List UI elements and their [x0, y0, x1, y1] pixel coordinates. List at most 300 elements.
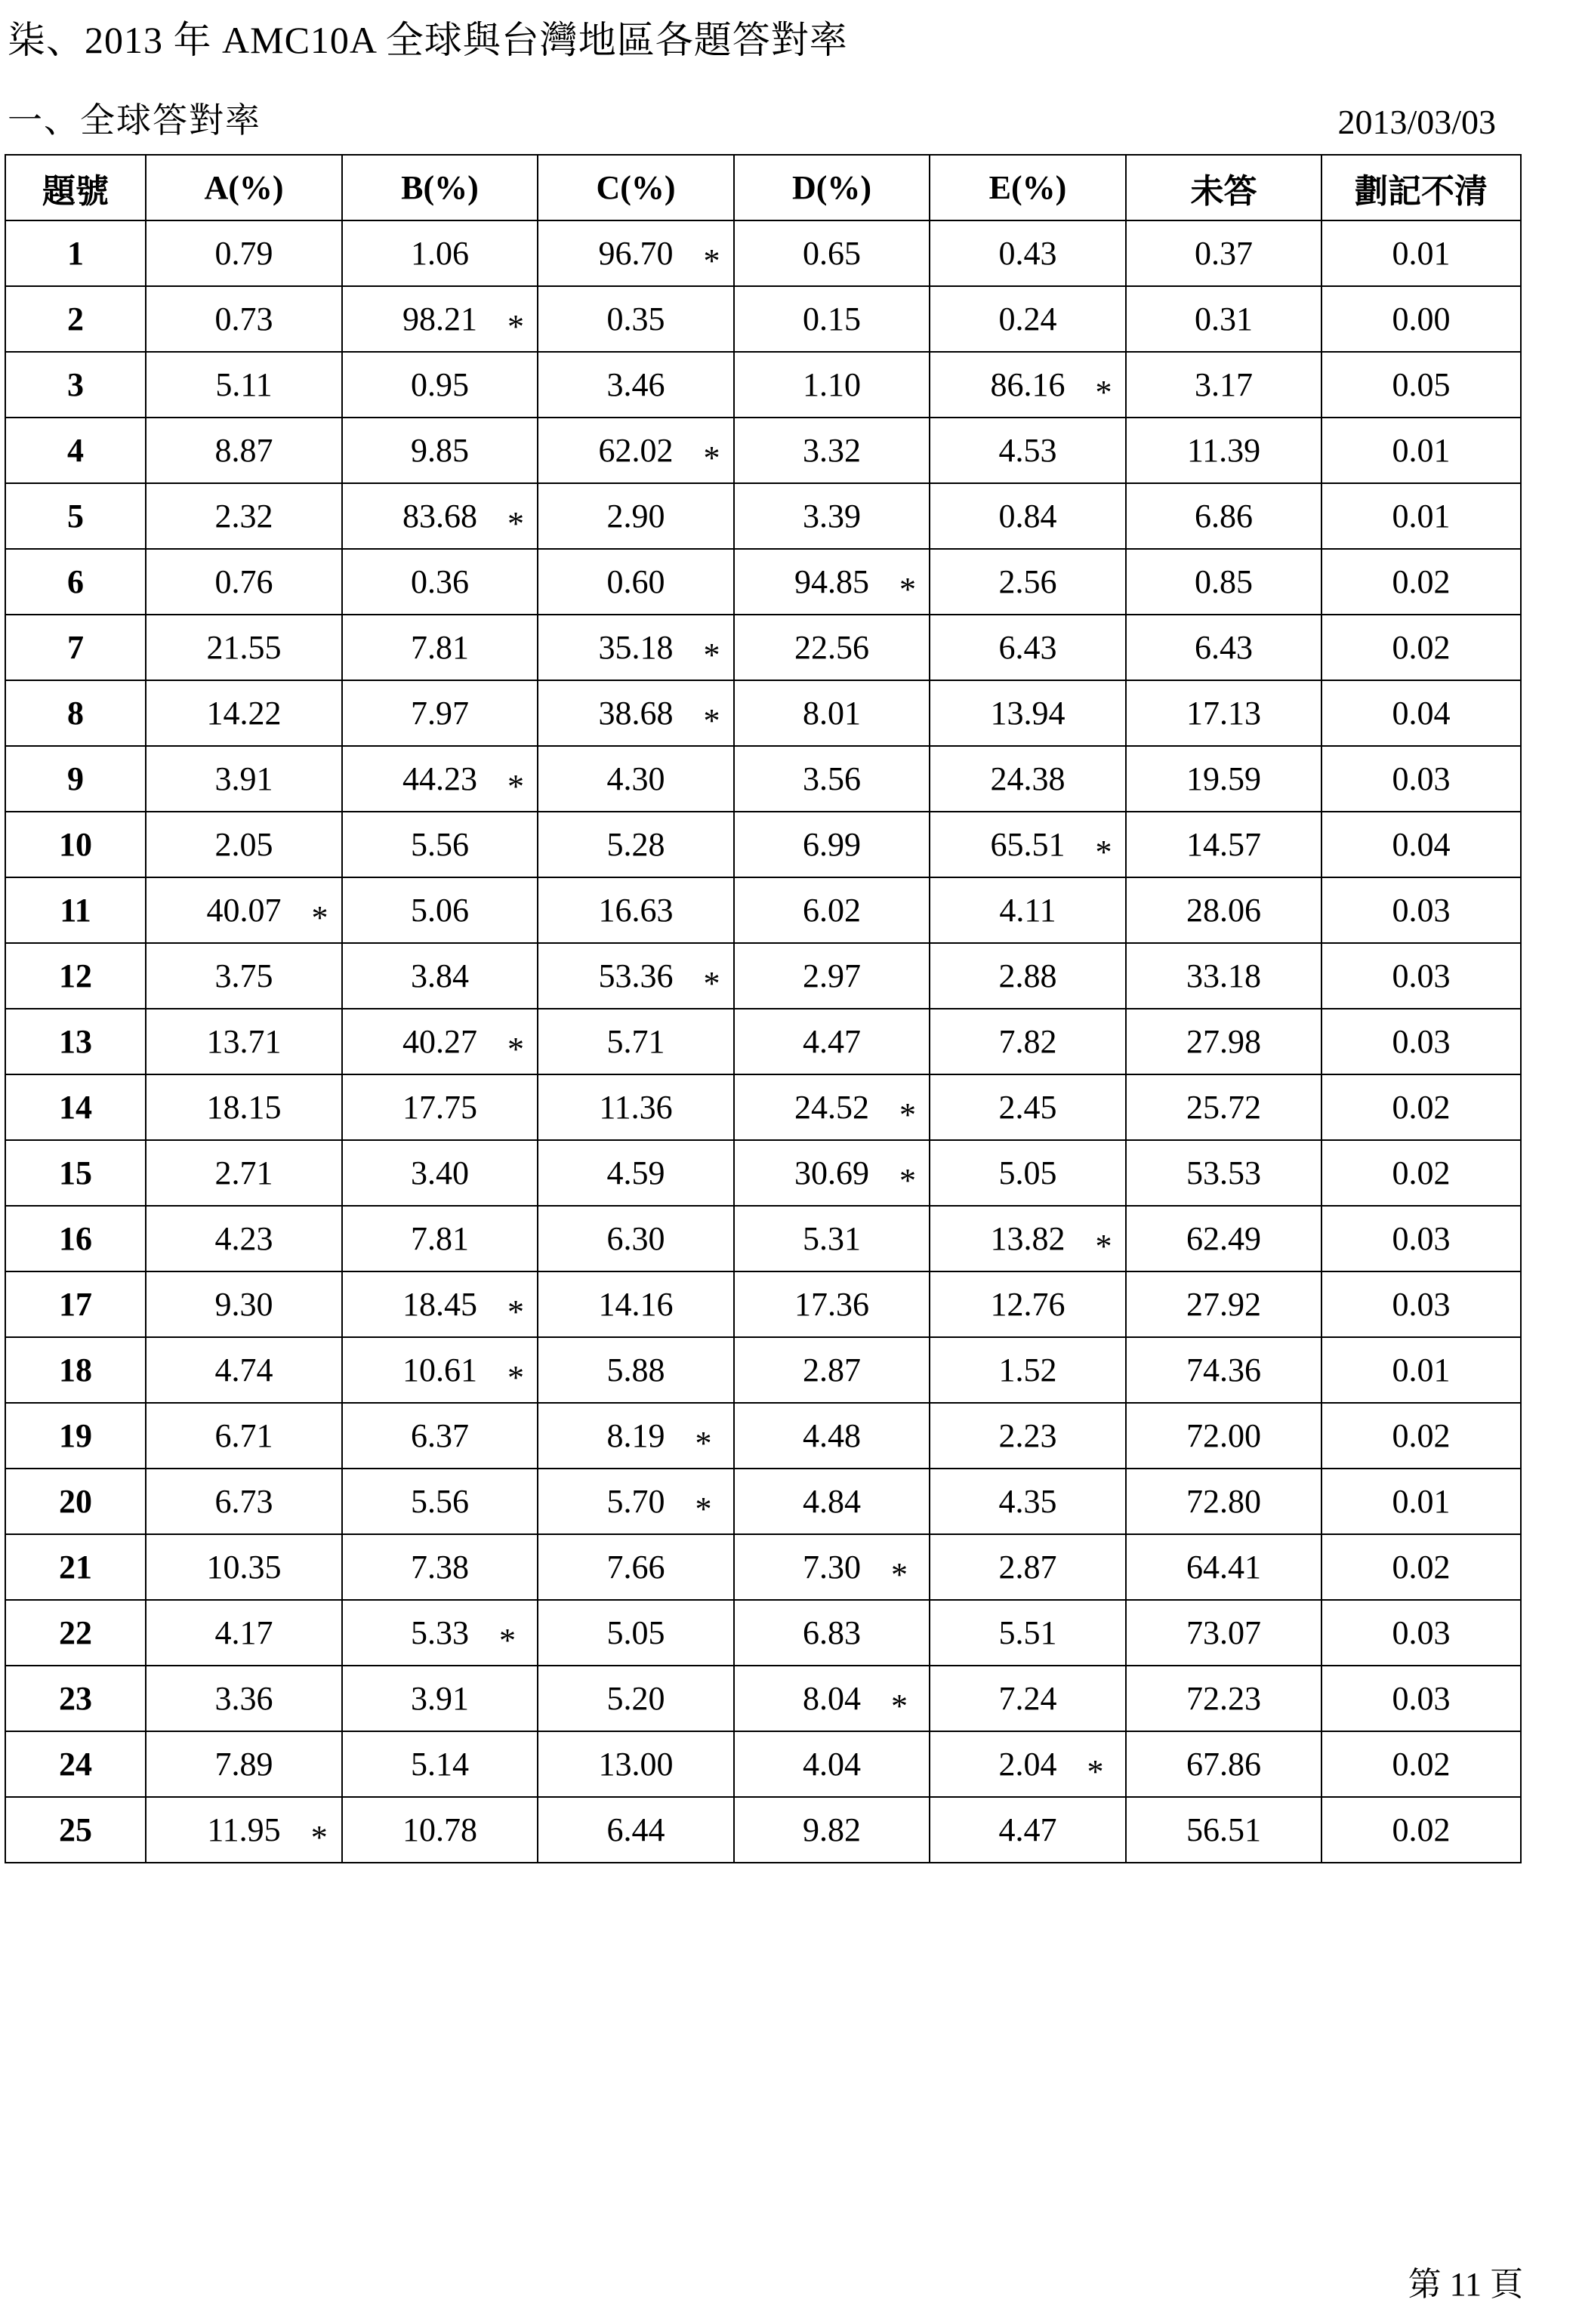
- unanswered-rate-cell: 19.59: [1126, 746, 1321, 812]
- option-b-rate-cell: [342, 877, 538, 943]
- rate-value: 2.90: [606, 498, 665, 535]
- unclear-marking-rate-cell: 0.03: [1321, 877, 1521, 943]
- option-d-rate-cell: [734, 1337, 930, 1403]
- table-row: [5, 1534, 1521, 1600]
- option-d-rate-cell: [734, 615, 930, 680]
- rate-value: 10.35: [206, 1549, 282, 1586]
- option-d-rate-cell: [734, 1600, 930, 1666]
- option-a-rate-cell: [146, 1337, 342, 1403]
- rate-value: 3.75: [214, 957, 273, 994]
- rate-value: 0.79: [214, 235, 273, 272]
- question-number-cell: 3: [5, 352, 146, 418]
- rate-value: 2.88: [998, 957, 1057, 994]
- unanswered-rate-cell: 53.53: [1126, 1140, 1321, 1206]
- rate-value: 7.97: [411, 695, 469, 732]
- option-e-rate-cell: [930, 680, 1126, 746]
- rate-value: 5.14: [411, 1746, 469, 1783]
- option-a-rate-cell: [146, 615, 342, 680]
- option-b-rate-cell: [342, 1731, 538, 1797]
- rate-value: 6.30: [606, 1220, 665, 1257]
- table-header-row: [5, 155, 1521, 220]
- option-e-rate-cell: [930, 1797, 1126, 1863]
- option-e-rate-cell: [930, 1271, 1126, 1337]
- rate-value: 7.81: [411, 629, 469, 666]
- rate-value: 53.36: [598, 957, 674, 994]
- correct-answer-marker: *: [695, 1490, 712, 1527]
- option-a-rate-cell: [146, 1731, 342, 1797]
- question-number-cell: 11: [5, 877, 146, 943]
- question-number-cell: 25: [5, 1797, 146, 1863]
- question-number-cell: 10: [5, 812, 146, 877]
- table-row: [5, 220, 1521, 286]
- page-number: 第 11 頁: [1408, 2266, 1523, 2303]
- unclear-marking-rate-cell: 0.02: [1321, 1731, 1521, 1797]
- unclear-marking-rate-cell: 0.03: [1321, 943, 1521, 1009]
- rate-value: 6.37: [411, 1417, 469, 1454]
- unanswered-rate-cell: 27.98: [1126, 1009, 1321, 1074]
- rate-value: 6.02: [803, 892, 861, 929]
- table-row: [5, 483, 1521, 549]
- table-row: [5, 1074, 1521, 1140]
- unanswered-rate-cell: 74.36: [1126, 1337, 1321, 1403]
- rate-value: 2.71: [214, 1154, 273, 1191]
- rate-value: 9.30: [214, 1286, 273, 1323]
- rate-value: 5.51: [998, 1614, 1057, 1651]
- rate-value: 0.95: [411, 366, 469, 403]
- rate-value: 4.30: [606, 760, 665, 797]
- rate-value: 6.43: [998, 629, 1057, 666]
- rate-value: 17.75: [402, 1089, 477, 1126]
- rate-value: 6.71: [214, 1417, 273, 1454]
- unclear-marking-rate-cell: 0.01: [1321, 418, 1521, 483]
- table-row: [5, 746, 1521, 812]
- unclear-marking-rate-cell: 0.04: [1321, 680, 1521, 746]
- header-option-b: B(%): [342, 155, 538, 220]
- option-c-rate-cell: [538, 1797, 734, 1863]
- correct-answer-marker: *: [507, 308, 524, 345]
- rate-value: 0.84: [998, 498, 1057, 535]
- header-option-e: E(%): [930, 155, 1126, 220]
- unanswered-rate-cell: 0.85: [1126, 549, 1321, 615]
- option-b-rate-cell: [342, 1074, 538, 1140]
- option-c-rate-cell: [538, 418, 734, 483]
- option-d-rate-cell: [734, 418, 930, 483]
- rate-value: 8.19: [606, 1417, 665, 1454]
- rate-value: 5.20: [606, 1680, 665, 1717]
- rate-value: 5.88: [606, 1352, 665, 1389]
- option-a-rate-cell: [146, 483, 342, 549]
- correct-answer-marker: *: [507, 1031, 524, 1068]
- option-a-rate-cell: [146, 1469, 342, 1534]
- correct-answer-marker: *: [703, 439, 720, 476]
- unanswered-rate-cell: 14.57: [1126, 812, 1321, 877]
- option-e-rate-cell: [930, 812, 1126, 877]
- option-e-rate-cell: [930, 1140, 1126, 1206]
- option-d-rate-cell: [734, 483, 930, 549]
- question-number-cell: 21: [5, 1534, 146, 1600]
- rate-value: 4.47: [998, 1811, 1057, 1848]
- rate-value: 4.48: [803, 1417, 861, 1454]
- option-e-rate-cell: [930, 943, 1126, 1009]
- option-b-rate-cell: [342, 483, 538, 549]
- option-b-rate-cell: [342, 615, 538, 680]
- option-d-rate-cell: [734, 1074, 930, 1140]
- option-a-rate-cell: [146, 877, 342, 943]
- rate-value: 30.69: [794, 1154, 869, 1191]
- unanswered-rate-cell: 0.31: [1126, 286, 1321, 352]
- rate-value: 3.36: [214, 1680, 273, 1717]
- correct-answer-marker: *: [899, 571, 916, 608]
- option-b-rate-cell: [342, 1666, 538, 1731]
- option-e-rate-cell: [930, 1206, 1126, 1271]
- correct-answer-marker: *: [703, 965, 720, 1002]
- unanswered-rate-cell: 6.86: [1126, 483, 1321, 549]
- rate-value: 5.05: [998, 1154, 1057, 1191]
- option-d-rate-cell: [734, 1403, 930, 1469]
- correct-answer-marker: *: [703, 702, 720, 739]
- option-c-rate-cell: [538, 1600, 734, 1666]
- rate-value: 3.32: [803, 432, 861, 469]
- rate-value: 14.16: [598, 1286, 674, 1323]
- question-number-cell: 18: [5, 1337, 146, 1403]
- option-a-rate-cell: [146, 746, 342, 812]
- rate-value: 3.39: [803, 498, 861, 535]
- option-a-rate-cell: [146, 812, 342, 877]
- unclear-marking-rate-cell: 0.02: [1321, 549, 1521, 615]
- option-e-rate-cell: [930, 1534, 1126, 1600]
- option-d-rate-cell: [734, 746, 930, 812]
- rate-value: 1.06: [411, 235, 469, 272]
- rate-value: 6.83: [803, 1614, 861, 1651]
- unclear-marking-rate-cell: 0.01: [1321, 1337, 1521, 1403]
- option-d-rate-cell: [734, 352, 930, 418]
- option-b-rate-cell: [342, 352, 538, 418]
- option-c-rate-cell: [538, 352, 734, 418]
- option-d-rate-cell: [734, 549, 930, 615]
- correct-answer-marker: *: [1095, 1228, 1112, 1265]
- unclear-marking-rate-cell: 0.03: [1321, 1666, 1521, 1731]
- report-date: 2013/03/03: [1337, 103, 1496, 141]
- table-row: [5, 1337, 1521, 1403]
- unclear-marking-rate-cell: 0.04: [1321, 812, 1521, 877]
- rate-value: 3.56: [803, 760, 861, 797]
- rate-value: 0.36: [411, 563, 469, 600]
- question-number-cell: 14: [5, 1074, 146, 1140]
- rate-value: 13.71: [206, 1023, 282, 1060]
- header-question-number: 題號: [5, 155, 146, 220]
- table-row: [5, 1731, 1521, 1797]
- rate-value: 24.38: [990, 760, 1066, 797]
- unanswered-rate-cell: 72.00: [1126, 1403, 1321, 1469]
- unanswered-rate-cell: 28.06: [1126, 877, 1321, 943]
- rate-value: 17.36: [794, 1286, 869, 1323]
- option-d-rate-cell: [734, 1731, 930, 1797]
- table-row: [5, 1797, 1521, 1863]
- unclear-marking-rate-cell: 0.03: [1321, 1271, 1521, 1337]
- option-a-rate-cell: [146, 1534, 342, 1600]
- rate-value: 0.65: [803, 235, 861, 272]
- option-c-rate-cell: [538, 1403, 734, 1469]
- table-row: [5, 1403, 1521, 1469]
- option-c-rate-cell: [538, 1469, 734, 1534]
- option-d-rate-cell: [734, 943, 930, 1009]
- rate-value: 6.73: [214, 1483, 273, 1520]
- rate-value: 18.45: [402, 1286, 477, 1323]
- option-e-rate-cell: [930, 877, 1126, 943]
- rate-value: 10.78: [402, 1811, 477, 1848]
- correct-answer-marker: *: [1095, 834, 1112, 871]
- option-d-rate-cell: [734, 220, 930, 286]
- question-number-cell: 24: [5, 1731, 146, 1797]
- rate-value: 0.15: [803, 301, 861, 338]
- option-e-rate-cell: [930, 1731, 1126, 1797]
- rate-value: 0.43: [998, 235, 1057, 272]
- unclear-marking-rate-cell: 0.01: [1321, 220, 1521, 286]
- rate-value: 0.73: [214, 301, 273, 338]
- table-body: [5, 220, 1521, 1863]
- unclear-marking-rate-cell: 0.02: [1321, 1140, 1521, 1206]
- rate-value: 4.35: [998, 1483, 1057, 1520]
- option-a-rate-cell: [146, 352, 342, 418]
- option-b-rate-cell: [342, 1469, 538, 1534]
- rate-value: 5.06: [411, 892, 469, 929]
- rate-value: 6.44: [606, 1811, 665, 1848]
- option-c-rate-cell: [538, 286, 734, 352]
- rate-value: 12.76: [990, 1286, 1066, 1323]
- rate-value: 5.56: [411, 826, 469, 863]
- rate-value: 98.21: [402, 301, 477, 338]
- unanswered-rate-cell: 73.07: [1126, 1600, 1321, 1666]
- correct-answer-marker: *: [1087, 1753, 1104, 1790]
- rate-value: 24.52: [794, 1089, 869, 1126]
- correct-answer-marker: *: [499, 1622, 516, 1659]
- table-row: [5, 1140, 1521, 1206]
- rate-value: 2.87: [803, 1352, 861, 1389]
- option-b-rate-cell: [342, 1797, 538, 1863]
- unanswered-rate-cell: 62.49: [1126, 1206, 1321, 1271]
- option-d-rate-cell: [734, 286, 930, 352]
- option-c-rate-cell: [538, 746, 734, 812]
- header-unanswered: 未答: [1126, 155, 1321, 220]
- rate-value: 2.05: [214, 826, 273, 863]
- unclear-marking-rate-cell: 0.01: [1321, 483, 1521, 549]
- option-b-rate-cell: [342, 1271, 538, 1337]
- rate-value: 2.45: [998, 1089, 1057, 1126]
- rate-value: 4.23: [214, 1220, 273, 1257]
- option-e-rate-cell: [930, 418, 1126, 483]
- question-number-cell: 22: [5, 1600, 146, 1666]
- option-b-rate-cell: [342, 943, 538, 1009]
- correct-answer-marker: *: [899, 1162, 916, 1199]
- question-number-cell: 9: [5, 746, 146, 812]
- rate-value: 3.46: [606, 366, 665, 403]
- correct-answer-marker: *: [899, 1096, 916, 1133]
- rate-value: 2.23: [998, 1417, 1057, 1454]
- header-unclear-marking: 劃記不清: [1321, 155, 1521, 220]
- option-e-rate-cell: [930, 549, 1126, 615]
- option-b-rate-cell: [342, 812, 538, 877]
- option-c-rate-cell: [538, 1140, 734, 1206]
- rate-value: 21.55: [206, 629, 282, 666]
- rate-value: 3.91: [411, 1680, 469, 1717]
- correct-answer-marker: *: [507, 768, 524, 805]
- option-d-rate-cell: [734, 680, 930, 746]
- rate-value: 4.59: [606, 1154, 665, 1191]
- unclear-marking-rate-cell: 0.02: [1321, 1534, 1521, 1600]
- correct-answer-marker: *: [1095, 374, 1112, 411]
- unanswered-rate-cell: 67.86: [1126, 1731, 1321, 1797]
- table-row: [5, 615, 1521, 680]
- option-b-rate-cell: [342, 1534, 538, 1600]
- table-row: [5, 1469, 1521, 1534]
- rate-value: 1.52: [998, 1352, 1057, 1389]
- table-row: [5, 943, 1521, 1009]
- option-d-rate-cell: [734, 1206, 930, 1271]
- unanswered-rate-cell: 3.17: [1126, 352, 1321, 418]
- rate-value: 16.63: [598, 892, 674, 929]
- option-c-rate-cell: [538, 1009, 734, 1074]
- rate-value: 3.40: [411, 1154, 469, 1191]
- option-d-rate-cell: [734, 1666, 930, 1731]
- rate-value: 7.82: [998, 1023, 1057, 1060]
- rate-value: 11.36: [599, 1089, 673, 1126]
- option-d-rate-cell: [734, 1140, 930, 1206]
- option-d-rate-cell: [734, 1797, 930, 1863]
- correct-answer-marker: *: [507, 505, 524, 542]
- question-number-cell: 1: [5, 220, 146, 286]
- unclear-marking-rate-cell: 0.03: [1321, 746, 1521, 812]
- option-e-rate-cell: [930, 746, 1126, 812]
- option-b-rate-cell: [342, 680, 538, 746]
- rate-value: 94.85: [794, 563, 869, 600]
- option-d-rate-cell: [734, 1534, 930, 1600]
- option-b-rate-cell: [342, 1337, 538, 1403]
- rate-value: 5.28: [606, 826, 665, 863]
- rate-value: 7.66: [606, 1549, 665, 1586]
- rate-value: 7.89: [214, 1746, 273, 1783]
- option-b-rate-cell: [342, 220, 538, 286]
- rate-value: 40.07: [206, 892, 282, 929]
- rate-value: 5.31: [803, 1220, 861, 1257]
- option-a-rate-cell: [146, 1403, 342, 1469]
- option-e-rate-cell: [930, 615, 1126, 680]
- rate-value: 5.70: [606, 1483, 665, 1520]
- rate-value: 2.56: [998, 563, 1057, 600]
- option-a-rate-cell: [146, 220, 342, 286]
- section-title: 一、全球答對率: [8, 101, 261, 140]
- rate-value: 8.87: [214, 432, 273, 469]
- unanswered-rate-cell: 64.41: [1126, 1534, 1321, 1600]
- option-e-rate-cell: [930, 286, 1126, 352]
- option-b-rate-cell: [342, 286, 538, 352]
- rate-value: 5.71: [606, 1023, 665, 1060]
- correct-answer-marker: *: [311, 899, 328, 936]
- rate-value: 13.94: [990, 695, 1066, 732]
- option-c-rate-cell: [538, 1206, 734, 1271]
- option-c-rate-cell: [538, 943, 734, 1009]
- option-a-rate-cell: [146, 943, 342, 1009]
- unclear-marking-rate-cell: 0.00: [1321, 286, 1521, 352]
- option-a-rate-cell: [146, 1009, 342, 1074]
- unanswered-rate-cell: 0.37: [1126, 220, 1321, 286]
- correct-answer-marker: *: [507, 1359, 524, 1396]
- unclear-marking-rate-cell: 0.05: [1321, 352, 1521, 418]
- unclear-marking-rate-cell: 0.03: [1321, 1009, 1521, 1074]
- rate-value: 11.95: [207, 1811, 281, 1848]
- option-e-rate-cell: [930, 1403, 1126, 1469]
- table-row: [5, 1600, 1521, 1666]
- option-a-rate-cell: [146, 1271, 342, 1337]
- option-e-rate-cell: [930, 1469, 1126, 1534]
- rate-value: 7.81: [411, 1220, 469, 1257]
- rate-value: 9.85: [411, 432, 469, 469]
- rate-value: 4.84: [803, 1483, 861, 1520]
- option-c-rate-cell: [538, 680, 734, 746]
- rate-value: 13.82: [990, 1220, 1066, 1257]
- table-row: [5, 286, 1521, 352]
- rate-value: 8.01: [803, 695, 861, 732]
- unclear-marking-rate-cell: 0.02: [1321, 1074, 1521, 1140]
- question-number-cell: 4: [5, 418, 146, 483]
- option-c-rate-cell: [538, 483, 734, 549]
- rate-value: 5.05: [606, 1614, 665, 1651]
- rate-value: 2.87: [998, 1549, 1057, 1586]
- correct-answer-marker: *: [310, 1819, 328, 1856]
- rate-value: 6.99: [803, 826, 861, 863]
- unanswered-rate-cell: 72.80: [1126, 1469, 1321, 1534]
- option-c-rate-cell: [538, 549, 734, 615]
- rate-value: 5.33: [411, 1614, 469, 1651]
- option-b-rate-cell: [342, 549, 538, 615]
- option-e-rate-cell: [930, 1666, 1126, 1731]
- option-e-rate-cell: [930, 1074, 1126, 1140]
- rate-value: 0.76: [214, 563, 273, 600]
- option-b-rate-cell: [342, 1206, 538, 1271]
- rate-value: 0.24: [998, 301, 1057, 338]
- table-row: [5, 1206, 1521, 1271]
- option-c-rate-cell: [538, 812, 734, 877]
- question-number-cell: 15: [5, 1140, 146, 1206]
- option-b-rate-cell: [342, 1009, 538, 1074]
- question-number-cell: 8: [5, 680, 146, 746]
- table-row: [5, 1009, 1521, 1074]
- table-row: [5, 1666, 1521, 1731]
- rate-value: 7.24: [998, 1680, 1057, 1717]
- option-b-rate-cell: [342, 418, 538, 483]
- question-number-cell: 20: [5, 1469, 146, 1534]
- unanswered-rate-cell: 72.23: [1126, 1666, 1321, 1731]
- option-a-rate-cell: [146, 1074, 342, 1140]
- table-row: [5, 352, 1521, 418]
- option-b-rate-cell: [342, 1403, 538, 1469]
- option-a-rate-cell: [146, 1666, 342, 1731]
- rate-value: 4.47: [803, 1023, 861, 1060]
- option-e-rate-cell: [930, 1009, 1126, 1074]
- option-a-rate-cell: [146, 286, 342, 352]
- option-d-rate-cell: [734, 877, 930, 943]
- correct-answer-marker: *: [695, 1425, 712, 1462]
- question-number-cell: 12: [5, 943, 146, 1009]
- unanswered-rate-cell: 33.18: [1126, 943, 1321, 1009]
- table-row: [5, 877, 1521, 943]
- question-number-cell: 19: [5, 1403, 146, 1469]
- rate-value: 38.68: [598, 695, 674, 732]
- question-number-cell: 7: [5, 615, 146, 680]
- rate-value: 86.16: [990, 366, 1066, 403]
- option-e-rate-cell: [930, 1337, 1126, 1403]
- rate-value: 13.00: [598, 1746, 674, 1783]
- question-number-cell: 6: [5, 549, 146, 615]
